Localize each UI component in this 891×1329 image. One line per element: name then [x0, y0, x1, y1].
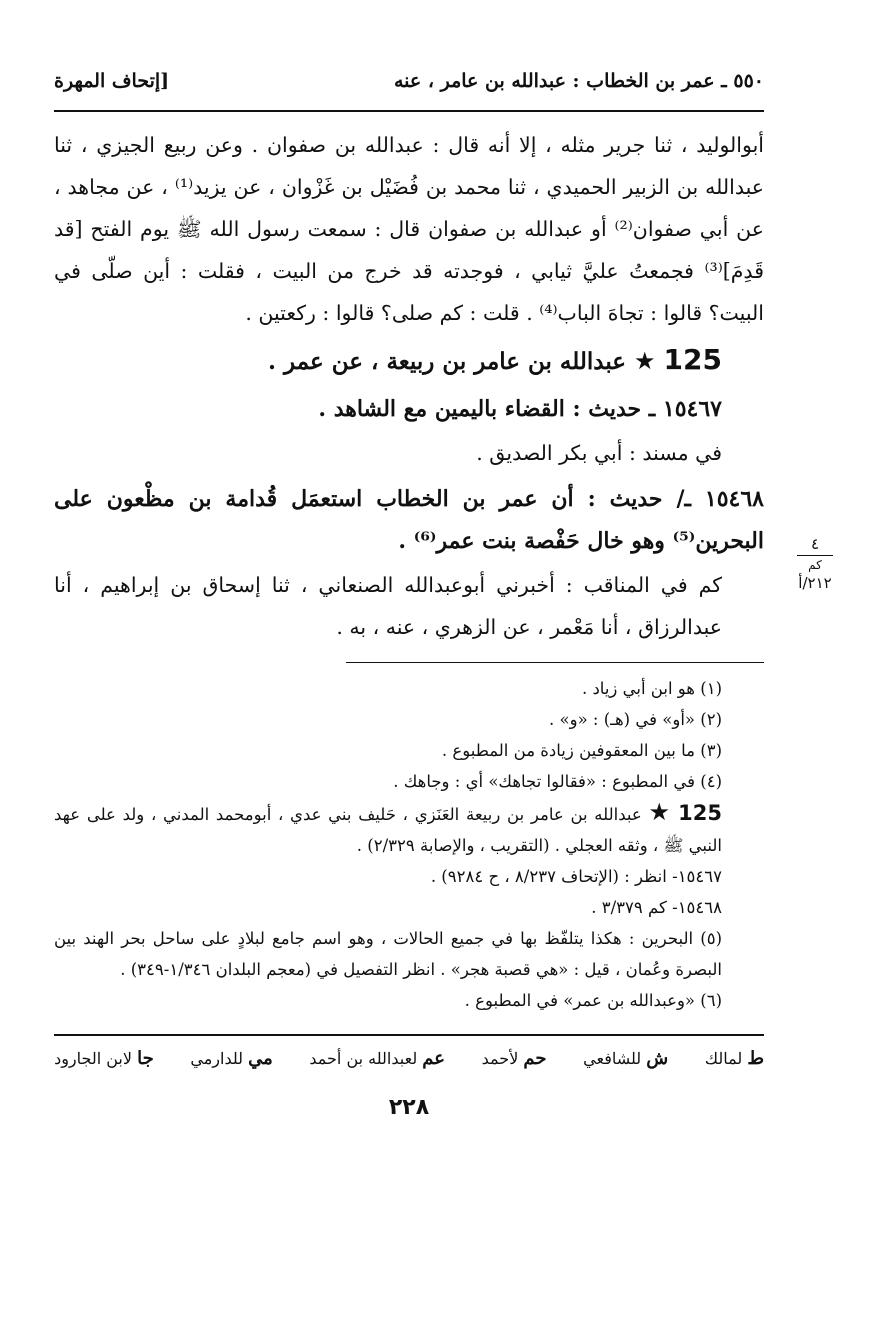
- abbrev-item: عم لعبدالله بن أحمد: [309, 1048, 446, 1069]
- page-number: ٢٢٨: [388, 1095, 430, 1120]
- footnote-separator: [346, 662, 764, 663]
- footnote-2: (٢) «أو» في (هـ) : «و» .: [549, 710, 722, 729]
- footnote-6: (٦) «وعبدالله بن عمر» في المطبوع .: [464, 991, 722, 1010]
- abbrev-item: ط لمالك: [704, 1048, 764, 1069]
- star-icon: ★: [648, 798, 672, 826]
- footnote-entry-number: 125: [678, 801, 722, 825]
- abbreviations-key: [54, 1048, 764, 1069]
- footnote-4: (٤) في المطبوع : «فقالوا تجاهك» أي : وجاهك .: [393, 772, 722, 791]
- footnote-hadith-15468: ١٥٤٦٨- كم ٣/٣٧٩ .: [591, 898, 722, 917]
- book-page: [54, 70, 764, 1120]
- footnote-5: (٥) البحرين : هكذا يتلفّظ بها في جميع الحالات ، وهو اسم جامع لبلادٍ على ساحل بحر الهند بين البصرة وعُمان ، قيل : «هي قصبة هجر» . انظر التفصيل في (معجم البلدان ١/٣٤٦-٣٤٩) .: [54, 929, 722, 979]
- footnote-1: (١) هو ابن أبي زياد .: [581, 679, 722, 698]
- footnote-hadith-15467: ١٥٤٦٧- انظر : (الإتحاف ٨/٢٣٧ ، ح ٩٢٨٤) .: [430, 867, 722, 886]
- footnote-narrator-entry: [54, 797, 764, 861]
- main-text: [54, 124, 764, 334]
- abbreviations-rule: [54, 1034, 764, 1036]
- margin-volume-number: ٤: [797, 535, 833, 556]
- entry-number: 125: [663, 343, 722, 376]
- footnotes: [54, 673, 764, 1016]
- abbrev-item: جا لابن الجارود: [54, 1048, 154, 1069]
- hadith-15468-chain: كم في المناقب : أخبرني أبوعبدالله الصنعاني ، ثنا إسحاق بن إبراهيم ، أنا عبدالرزاق ، أنا مَعْمر ، عن الزهري ، عنه ، به .: [54, 573, 722, 639]
- abbrev-item: مي للدارمي: [190, 1048, 273, 1069]
- running-header: [54, 70, 764, 112]
- margin-folio: ٢١٢/أ: [798, 574, 832, 592]
- manuscript-folio-note: [790, 535, 840, 592]
- hadith-15467-reference: في مسند : أبي بكر الصديق .: [476, 441, 722, 465]
- abbrev-item: ش للشافعي: [583, 1048, 669, 1069]
- margin-source-code: كم: [808, 558, 822, 572]
- footnote-3: (٣) ما بين المعقوفين زيادة من المطبوع .: [441, 741, 722, 760]
- narrator-entry: [54, 338, 764, 384]
- hadith-15467-heading: ١٥٤٦٧ ـ حديث : القضاء باليمين مع الشاهد .: [318, 396, 722, 422]
- hadith-15468-heading: ١٥٤٦٨ ـ/ حديث : أن عمر بن الخطاب استعمَل قُدامة بن مظْعون على البحرين⁽⁵⁾ وهو خال حَفْصة بنت عمر⁽⁶⁾ .: [54, 486, 764, 554]
- abbrev-item: حم لأحمد: [481, 1048, 547, 1069]
- entry-title: عبدالله بن عامر بن ربيعة ، عن عمر .: [268, 348, 626, 375]
- header-chapter-title: ٥٥٠ ـ عمر بن الخطاب : عبدالله بن عامر ، عنه: [393, 70, 764, 92]
- star-icon: ★: [634, 347, 656, 375]
- footnote-entry-text: عبدالله بن عامر بن ربيعة العَنَزي ، حَليف بني عدي ، أبومحمد المدني ، ولد على عهد النبي ﷺ ، وثقه العجلي . (التقريب ، والإصابة ٢/٣٢٩) .: [54, 805, 722, 855]
- paragraph-continuation: أبوالوليد ، ثنا جرير مثله ، إلا أنه قال : عبدالله بن صفوان . وعن ربيع الجيزي ، ثنا عبدالله بن الزبير الحميدي ، ثنا محمد بن فُضَيْل بن غَزْوان ، عن يزيد⁽¹⁾ ، عن مجاهد ، عن أبي صفوان⁽²⁾ أو عبدالله بن صفوان قال : سمعت رسول الله ﷺ يوم الفتح [قد قَدِمَ]⁽³⁾ فجمعتُ عليَّ ثيابي ، فوجدته قد خرج من البيت ، فقلت : أين صلّى في البيت؟ قالوا : تجاهَ الباب⁽⁴⁾ . قلت : كم صلى؟ قالوا : ركعتين .: [54, 133, 764, 325]
- header-book-title: [إتحاف المهرة: [54, 70, 170, 92]
